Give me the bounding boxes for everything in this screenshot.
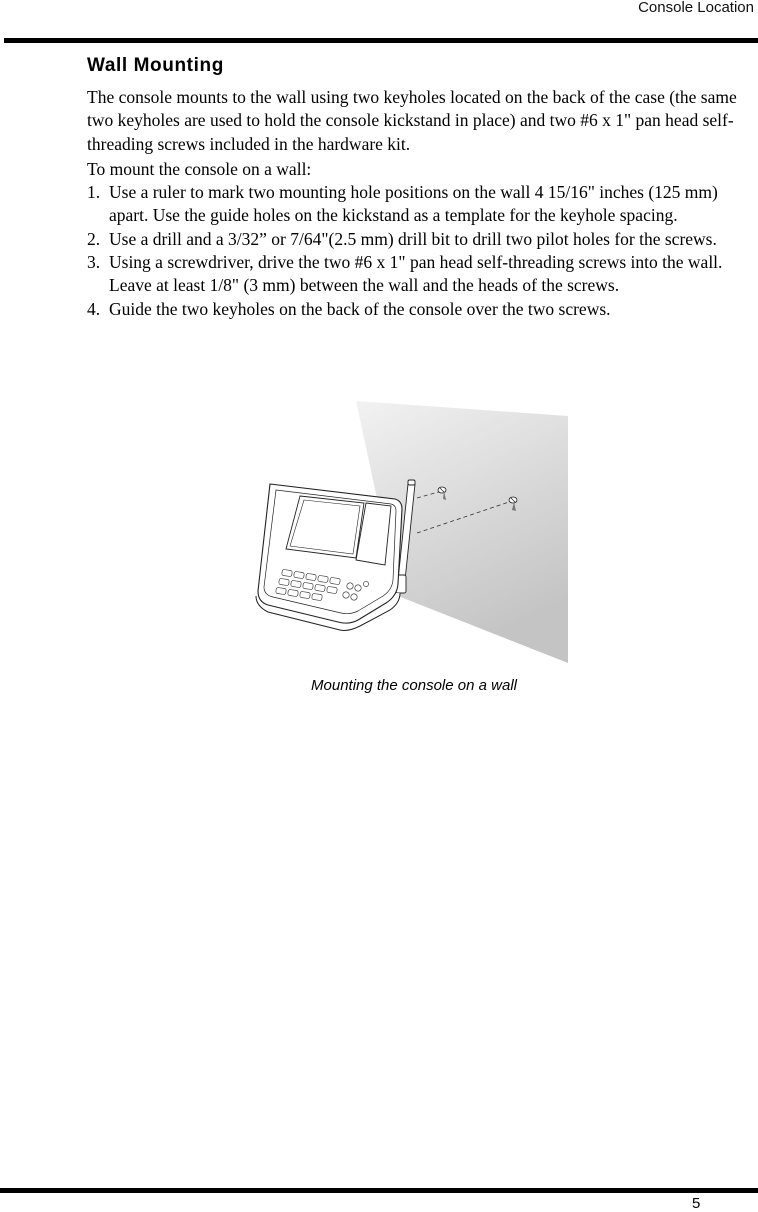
step-text: Use a drill and a 3/32” or 7/64"(2.5 mm) drill bit to drill two pilot holes for the screws. bbox=[109, 228, 717, 249]
intro-paragraph: The console mounts to the wall using two keyholes located on the back of the case (the same two keyholes are used to hold the console kickstand in place) and two #6 x 1" pan head self-threading screws included in the hardware kit. bbox=[87, 87, 737, 154]
step-text: Use a ruler to mark two mounting hole positions on the wall 4 15/16" inches (125 mm) apart. Use the guide holes on the kickstand as a template for the keyhole spacing. bbox=[109, 182, 718, 226]
list-item bbox=[87, 251, 747, 298]
header-rule bbox=[4, 38, 758, 43]
footer-rule bbox=[0, 1188, 758, 1193]
step-number: 2. bbox=[87, 228, 101, 249]
wall-mount-illustration bbox=[250, 398, 570, 666]
step-number: 3. bbox=[87, 252, 101, 273]
page-number: 5 bbox=[692, 1195, 701, 1212]
steps-list bbox=[87, 181, 747, 321]
instructions-lead: To mount the console on a wall: bbox=[87, 158, 312, 179]
running-header: Console Location bbox=[638, 0, 754, 16]
step-number: 1. bbox=[87, 182, 101, 203]
step-text: Guide the two keyholes on the back of the console over the two screws. bbox=[109, 298, 611, 319]
step-number: 4. bbox=[87, 298, 101, 319]
step-text: Using a screwdriver, drive the two #6 x 1" pan head self-threading screws into the wall. Leave at least 1/8" (3 mm) between the wall and the heads of the screws. bbox=[109, 252, 723, 296]
figure-caption: Mounting the console on a wall bbox=[311, 677, 517, 694]
list-item bbox=[87, 228, 747, 251]
console-icon bbox=[256, 484, 402, 631]
list-item bbox=[87, 181, 747, 228]
section-title: Wall Mounting bbox=[87, 55, 224, 76]
list-item bbox=[87, 298, 747, 321]
illustration-svg bbox=[250, 398, 570, 666]
section-body bbox=[87, 86, 747, 321]
